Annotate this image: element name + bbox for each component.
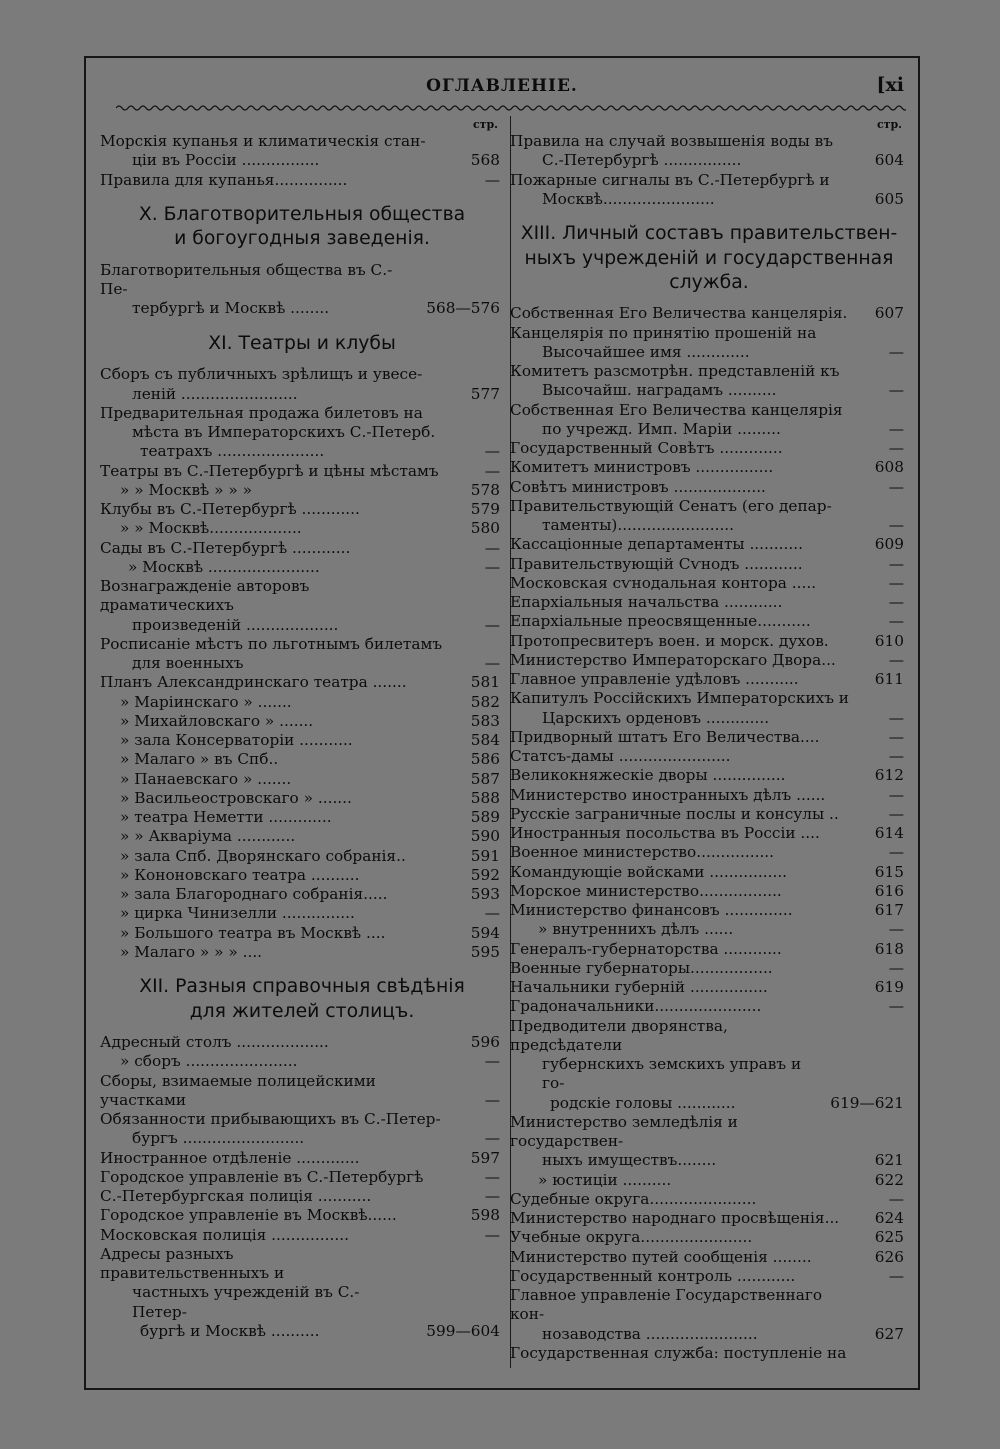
toc-page-number: —: [888, 419, 904, 438]
toc-entry: [100, 866, 504, 885]
toc-entry-text: тербургѣ и Москвѣ ........: [132, 299, 330, 318]
toc-entry: [510, 1171, 908, 1190]
toc-entry-text: Предварительная продажа билетовъ на: [100, 403, 423, 422]
toc-entry-text: » цирка Чинизелли ...............: [120, 904, 355, 923]
toc-entry-text: » » Москвѣ...................: [120, 519, 302, 538]
toc-entry-text: Военные губернаторы.................: [510, 958, 773, 977]
toc-entry: [510, 458, 908, 477]
toc-entry-text: бургъ .........................: [132, 1129, 305, 1148]
toc-entry-text: Правила на случай возвышенія воды въ: [510, 132, 833, 150]
toc-entry: [100, 1245, 504, 1341]
toc-entry-text: » Москвѣ .......................: [128, 557, 320, 576]
toc-page-number: —: [484, 654, 500, 672]
toc-page-number: 626: [874, 1247, 904, 1266]
toc-page-number: 619—621: [830, 1093, 904, 1112]
toc-page-number: —: [484, 1225, 500, 1244]
toc-entry-text: Вознагражденіе авторовъ драматическихъ: [100, 577, 310, 615]
toc-page-number: —: [484, 442, 500, 461]
toc-entry: [100, 1110, 504, 1149]
toc-page-number: 580: [470, 519, 500, 538]
ornamental-wavy-rule: [116, 102, 906, 114]
toc-entry-text: Великокняжескіе дворы ...............: [510, 766, 786, 785]
toc-page-number: —: [484, 557, 500, 576]
toc-entry-text: Государственная служба: поступленіе на: [510, 1343, 847, 1362]
toc-page-number: 617: [874, 901, 904, 919]
toc-entry-text: Начальники губерній ................: [510, 978, 768, 996]
toc-entry-text: Сборъ съ публичныхъ зрѣлищъ и увесе-: [100, 365, 423, 384]
toc-page-number: 568: [470, 151, 500, 170]
toc-entry-text: таменты)........................: [542, 516, 735, 534]
toc-entry: [510, 1017, 908, 1113]
toc-page-number: 609: [874, 535, 904, 554]
section-heading: [100, 975, 504, 1024]
toc-entry-text: Капитулъ Россійскихъ Императорскихъ и: [510, 689, 849, 708]
toc-entry: [100, 827, 504, 846]
toc-entry-text: Городское управленіе въ Москвѣ......: [100, 1206, 397, 1225]
toc-entry: [100, 1052, 504, 1071]
toc-entry: [510, 901, 908, 920]
toc-page-number: —: [888, 439, 904, 457]
toc-entry-text: » Панаевскаго » .......: [120, 769, 292, 788]
toc-entry: [510, 843, 908, 862]
toc-entry: [510, 670, 908, 689]
toc-entry-text: Городское управленіе въ С.-Петербургѣ: [100, 1167, 424, 1186]
toc-page-number: —: [888, 920, 904, 939]
section-heading-line: XII. Разныя справочныя свѣдѣнія: [139, 976, 465, 998]
toc-entry-text: Москвѣ.......................: [542, 189, 715, 208]
toc-entry: [510, 401, 908, 440]
toc-entry: [510, 689, 908, 728]
section-heading: [100, 203, 504, 252]
toc-page-number: —: [484, 1167, 500, 1186]
toc-page-number: —: [888, 573, 904, 592]
toc-entry-text: ныхъ имуществъ........: [542, 1151, 717, 1170]
toc-entry-text: Театры въ С.-Петербургѣ и цѣны мѣстамъ: [100, 461, 439, 480]
toc-entry-text: Пожарные сигналы въ С.-Петербургѣ и: [510, 170, 830, 189]
toc-page-number: 568—576: [426, 299, 500, 318]
toc-entry-text: Московская сѵнодальная контора .....: [510, 573, 817, 592]
toc-entry-text: Статсъ-дамы .......................: [510, 747, 731, 765]
toc-page-number: 597: [470, 1148, 500, 1167]
toc-entry: [510, 786, 908, 805]
toc-entry-text: Предводители дворянства, предсѣдатели: [510, 1016, 728, 1054]
toc-page-number: 611: [874, 670, 904, 688]
toc-entry-text: Придворный штатъ Его Величества....: [510, 727, 820, 746]
toc-entry-text: Благотворительныя общества въ С.-Пе-: [100, 260, 393, 298]
toc-page-number: —: [888, 650, 904, 669]
toc-entry-text: Обязанности прибывающихъ въ С.-Петер-: [100, 1110, 441, 1128]
toc-entry-text: Государственный контроль ............: [510, 1266, 796, 1285]
toc-entry: [510, 304, 908, 323]
toc-entry: [100, 481, 504, 500]
toc-entry: [100, 1187, 504, 1206]
toc-entry-text: Главное управленіе удѣловъ ...........: [510, 670, 799, 688]
section-heading-line: X. Благотворительныя общества: [138, 204, 466, 225]
toc-entry-text: » сборъ .......................: [120, 1052, 298, 1071]
toc-entry-text: Иностранныя посольства въ Россіи ....: [510, 824, 820, 842]
toc-entry-text: Епархіальные преосвященные...........: [510, 612, 811, 631]
toc-entry: [510, 574, 908, 593]
toc-page-number: 591: [470, 846, 500, 865]
toc-page-number: 593: [470, 885, 500, 903]
toc-entry: [510, 766, 908, 785]
toc-entry-text: Командующіе войсками ................: [510, 862, 788, 881]
toc-entry-text: » юстиціи ..........: [538, 1170, 672, 1189]
toc-page-number: —: [888, 785, 904, 804]
toc-page-number: 579: [470, 500, 500, 518]
toc-entry: [510, 555, 908, 574]
toc-entry: [100, 1226, 504, 1245]
toc-page-number: 619: [874, 978, 904, 996]
toc-entry: [100, 462, 504, 481]
toc-entry-text: » Михайловскаго » .......: [120, 711, 314, 730]
toc-entry-text: Градоначальники......................: [510, 997, 762, 1016]
toc-entry-text: Собственная Его Величества канцелярія.: [510, 304, 848, 323]
toc-entry: [100, 924, 504, 943]
toc-entry: [100, 1072, 504, 1111]
toc-entry: [100, 770, 504, 789]
toc-entry: [510, 632, 908, 651]
toc-page-number: 610: [874, 631, 904, 650]
toc-entry: [100, 904, 504, 923]
toc-entry-text: Царскихъ орденовъ .............: [542, 708, 770, 727]
toc-entry: [510, 997, 908, 1016]
toc-entry-text: для военныхъ: [132, 654, 244, 672]
toc-entry-text: Адресы разныхъ правительственныхъ и: [100, 1244, 285, 1282]
toc-entry-text: леній ........................: [132, 384, 298, 403]
toc-entry: [510, 1113, 908, 1171]
toc-entry: [100, 673, 504, 692]
toc-entry: [100, 577, 504, 635]
toc-page-number: —: [888, 804, 904, 823]
toc-entry-text: Министерство путей сообщенія ........: [510, 1247, 812, 1266]
toc-entry-text: Высочайшее имя .............: [542, 342, 750, 361]
toc-entry: [510, 805, 908, 824]
toc-entry: [100, 132, 504, 171]
toc-entry-text: С.-Петербургѣ ................: [542, 151, 742, 170]
toc-entry: [100, 943, 504, 962]
toc-entry-text: » зала Благороднаго собранія.....: [120, 885, 388, 903]
toc-entry-text: частныхъ учрежденій въ С.-Петер-: [132, 1283, 360, 1321]
toc-page-number: —: [484, 170, 500, 189]
toc-entry: [100, 1168, 504, 1187]
toc-entry: [510, 824, 908, 843]
toc-page-number: 582: [470, 692, 500, 711]
toc-entry-text: » Большого театра въ Москвѣ ....: [120, 923, 386, 942]
toc-entry-text: С.-Петербургская полиція ...........: [100, 1187, 372, 1205]
toc-entry: [510, 1344, 908, 1363]
toc-entry: [510, 1209, 908, 1228]
toc-entry: [510, 478, 908, 497]
toc-entry-text: Учебные округа.......................: [510, 1228, 753, 1247]
toc-entry-text: Канцелярія по принятію прошеній на: [510, 323, 817, 342]
toc-entry-text: Кассаціонные департаменты ...........: [510, 535, 803, 554]
toc-page-number: —: [888, 477, 904, 496]
toc-entry: [100, 500, 504, 519]
toc-entry-text: мѣста въ Императорскихъ С.-Петерб.: [132, 423, 436, 441]
toc-page-number: —: [484, 1052, 500, 1071]
toc-entry-text: Правительствующій Сенатъ (его депар-: [510, 496, 832, 515]
toc-entry: [100, 171, 504, 190]
toc-page-number: —: [484, 1090, 500, 1109]
toc-page-number: —: [888, 612, 904, 631]
toc-page-number: 596: [470, 1033, 500, 1051]
toc-entry-text: » Малаго » въ Спб..: [120, 750, 279, 769]
toc-entry: [100, 1206, 504, 1225]
toc-page-number: —: [888, 1189, 904, 1208]
toc-entry-text: Главное управленіе Государственнаго кон-: [510, 1286, 823, 1324]
toc-entry-text: ціи въ Россіи ................: [132, 151, 320, 170]
toc-page-number: 618: [874, 939, 904, 958]
toc-entry: [510, 362, 908, 401]
toc-page-number: —: [888, 708, 904, 727]
toc-page-number: 581: [470, 673, 500, 692]
toc-entry-text: Русскіе заграничные послы и консулы ..: [510, 804, 839, 823]
toc-entry-text: Правила для купанья...............: [100, 170, 348, 189]
page-column-header: стр.: [876, 118, 902, 131]
toc-entry-text: Высочайш. наградамъ ..........: [542, 381, 777, 400]
toc-entry-text: Адресный столъ ...................: [100, 1033, 329, 1051]
toc-entry-text: Планъ Александринскаго театра .......: [100, 673, 407, 692]
toc-entry-text: Комитетъ министровъ ................: [510, 458, 774, 477]
toc-page-number: —: [888, 516, 904, 534]
toc-page-number: 588: [470, 788, 500, 807]
toc-entry-text: Клубы въ С.-Петербургѣ ............: [100, 500, 360, 518]
toc-entry: [100, 693, 504, 712]
toc-entry-text: Военное министерство................: [510, 843, 775, 862]
toc-entry: [510, 593, 908, 612]
toc-entry: [510, 1228, 908, 1247]
toc-page-number: 622: [874, 1170, 904, 1189]
toc-page-number: 594: [470, 923, 500, 942]
toc-entry-text: Министерство народнаго просвѣщенія...: [510, 1209, 840, 1227]
toc-page-number: —: [484, 904, 500, 923]
toc-entry: [510, 171, 908, 210]
toc-entry: [510, 1190, 908, 1209]
toc-entry-text: Комитетъ разсмотрѣн. представленій къ: [510, 362, 840, 380]
toc-entry: [100, 885, 504, 904]
toc-page-number: 604: [874, 151, 904, 170]
toc-page-number: 605: [874, 189, 904, 208]
toc-entry-text: Генералъ-губернаторства ............: [510, 939, 782, 958]
section-heading-line: служба.: [669, 271, 749, 293]
toc-entry: [510, 651, 908, 670]
toc-entry-text: Министерство финансовъ ..............: [510, 901, 793, 919]
toc-page-number: —: [888, 958, 904, 977]
toc-page-number: —: [484, 615, 500, 634]
toc-entry: [510, 920, 908, 939]
toc-entry-text: по учрежд. Имп. Маріи .........: [542, 419, 781, 438]
section-heading: [100, 332, 504, 356]
toc-page-number: 627: [874, 1324, 904, 1343]
toc-page-number: —: [888, 1266, 904, 1285]
section-heading-line: XI. Театры и клубы: [208, 332, 396, 354]
toc-entry: [100, 365, 504, 404]
toc-entry-text: » Васильеостровскаго » .......: [120, 788, 352, 807]
toc-entry-text: » зала Консерваторіи ...........: [120, 731, 353, 749]
toc-page-number: 583: [470, 711, 500, 730]
toc-entry: [510, 1248, 908, 1267]
toc-entry-text: бургѣ и Москвѣ ..........: [140, 1321, 320, 1340]
section-heading-line: и богоугодныя заведенія.: [174, 228, 430, 250]
toc-entry-text: Московская полиція ................: [100, 1225, 349, 1244]
toc-entry-text: нозаводства .......................: [542, 1324, 758, 1343]
book-page: [84, 56, 920, 1390]
toc-page-number: 612: [874, 766, 904, 785]
toc-entry: [510, 959, 908, 978]
toc-entry-text: Правительствующій Сѵнодъ ............: [510, 554, 803, 573]
toc-page-number: 586: [470, 750, 500, 769]
toc-entry-text: Министерство иностранныхъ дѣлъ ......: [510, 785, 826, 804]
toc-page-number: —: [888, 381, 904, 400]
toc-entry-text: Судебные округа......................: [510, 1189, 757, 1208]
toc-entry-text: Епархіальныя начальства ............: [510, 593, 783, 611]
toc-page-number: 625: [874, 1228, 904, 1247]
toc-entry: [100, 1033, 504, 1052]
toc-entry-text: Сборы, взимаемые полицейскими участками: [100, 1071, 376, 1109]
toc-entry: [510, 439, 908, 458]
toc-entry-text: Собственная Его Величества канцелярія: [510, 400, 843, 419]
toc-entry: [510, 882, 908, 901]
toc-page-number: 607: [874, 304, 904, 323]
toc-entry-text: Протопресвитеръ воен. и морск. духов.: [510, 631, 829, 650]
toc-entry: [100, 731, 504, 750]
toc-entry-text: Министерство земледѣлія и государствен-: [510, 1112, 738, 1150]
toc-page-number: —: [888, 997, 904, 1016]
right-column: [510, 118, 908, 1363]
toc-page-number: 590: [470, 827, 500, 846]
toc-entry-text: произведеній ...................: [132, 615, 339, 634]
toc-entry: [510, 940, 908, 959]
section-heading: [510, 222, 908, 295]
toc-entry: [100, 635, 504, 674]
toc-page-number: —: [888, 727, 904, 746]
toc-entry-text: » внутреннихъ дѣлъ ......: [538, 920, 734, 939]
toc-page-number: —: [888, 747, 904, 765]
toc-page-number: —: [888, 342, 904, 361]
toc-entry: [510, 1267, 908, 1286]
toc-entry: [510, 612, 908, 631]
toc-entry-text: Морскія купанья и климатическія стан-: [100, 132, 426, 150]
toc-page-number: 587: [470, 769, 500, 788]
toc-entry-text: губернскихъ земскихъ управъ и го-: [542, 1055, 802, 1093]
toc-entry-text: Совѣтъ министровъ ...................: [510, 477, 766, 496]
toc-entry: [510, 863, 908, 882]
toc-page-number: 595: [470, 942, 500, 961]
toc-entry: [100, 789, 504, 808]
toc-page-number: —: [888, 554, 904, 573]
toc-entry-text: » Малаго » » » ....: [120, 942, 263, 961]
toc-entry: [510, 132, 908, 171]
toc-page-number: 608: [874, 458, 904, 477]
toc-page-number: —: [484, 461, 500, 480]
toc-entry: [510, 324, 908, 363]
toc-entry: [100, 404, 504, 462]
toc-entry: [510, 978, 908, 997]
toc-page-number: 592: [470, 865, 500, 884]
toc-entry: [100, 261, 504, 319]
toc-page-number: 614: [874, 824, 904, 842]
toc-entry-text: » театра Неметти .............: [120, 808, 332, 826]
toc-entry: [100, 1149, 504, 1168]
toc-page-number: 598: [470, 1206, 500, 1225]
toc-entry-text: Иностранное отдѣленіе .............: [100, 1148, 360, 1167]
toc-page-number: 615: [874, 862, 904, 881]
toc-page-number: 589: [470, 808, 500, 826]
toc-entry-text: родскіе головы ............: [550, 1093, 736, 1112]
toc-page-number: —: [888, 593, 904, 611]
toc-entry-text: Росписаніе мѣстъ по льготнымъ билетамъ: [100, 634, 443, 653]
toc-entry-text: Сады въ С.-Петербургѣ ............: [100, 538, 351, 557]
page-header: [86, 72, 918, 106]
toc-page-number: 584: [470, 731, 500, 749]
toc-page-number: 577: [470, 384, 500, 403]
toc-entry: [100, 539, 504, 558]
toc-page-number: 578: [470, 480, 500, 499]
toc-entry: [510, 728, 908, 747]
toc-entry: [100, 808, 504, 827]
page-title: ОГЛАВЛЕНІЕ.: [426, 76, 578, 96]
toc-page-number: 616: [874, 881, 904, 900]
toc-entry: [510, 497, 908, 536]
toc-entry: [510, 747, 908, 766]
toc-page-number: —: [484, 538, 500, 557]
toc-entry-text: театрахъ ......................: [140, 442, 325, 461]
toc-entry-text: Государственный Совѣтъ .............: [510, 439, 783, 457]
page-column-header: стр.: [472, 118, 498, 131]
toc-entry: [100, 712, 504, 731]
toc-page-number: 621: [874, 1151, 904, 1170]
toc-entry-text: » » Акваріума ............: [120, 827, 296, 846]
toc-page-number: —: [484, 1187, 500, 1205]
toc-entry-text: » » Москвѣ » » »: [120, 480, 252, 499]
toc-entry: [100, 750, 504, 769]
page-number: [xi: [876, 74, 904, 96]
left-column: [100, 118, 504, 1341]
toc-page-number: 599—604: [426, 1321, 500, 1340]
toc-page-number: —: [888, 843, 904, 862]
toc-page-number: 624: [874, 1209, 904, 1227]
toc-entry-text: Министерство Императорскаго Двора...: [510, 650, 836, 669]
toc-entry-text: » Кононовскаго театра ..........: [120, 865, 360, 884]
toc-entry: [100, 558, 504, 577]
toc-entry: [100, 847, 504, 866]
section-heading-line: для жителей столицъ.: [189, 1000, 415, 1022]
toc-entry: [510, 1286, 908, 1344]
toc-entry: [100, 519, 504, 538]
toc-entry-text: » зала Спб. Дворянскаго собранія..: [120, 846, 406, 865]
toc-entry: [510, 535, 908, 554]
toc-entry-text: » Маріинскаго » .......: [120, 692, 292, 711]
section-heading-line: ныхъ учрежденій и государственная: [524, 247, 894, 269]
toc-page-number: —: [484, 1129, 500, 1148]
section-heading-line: XIII. Личный составъ правительствен-: [520, 223, 898, 245]
toc-entry-text: Морское министерство.................: [510, 881, 782, 900]
